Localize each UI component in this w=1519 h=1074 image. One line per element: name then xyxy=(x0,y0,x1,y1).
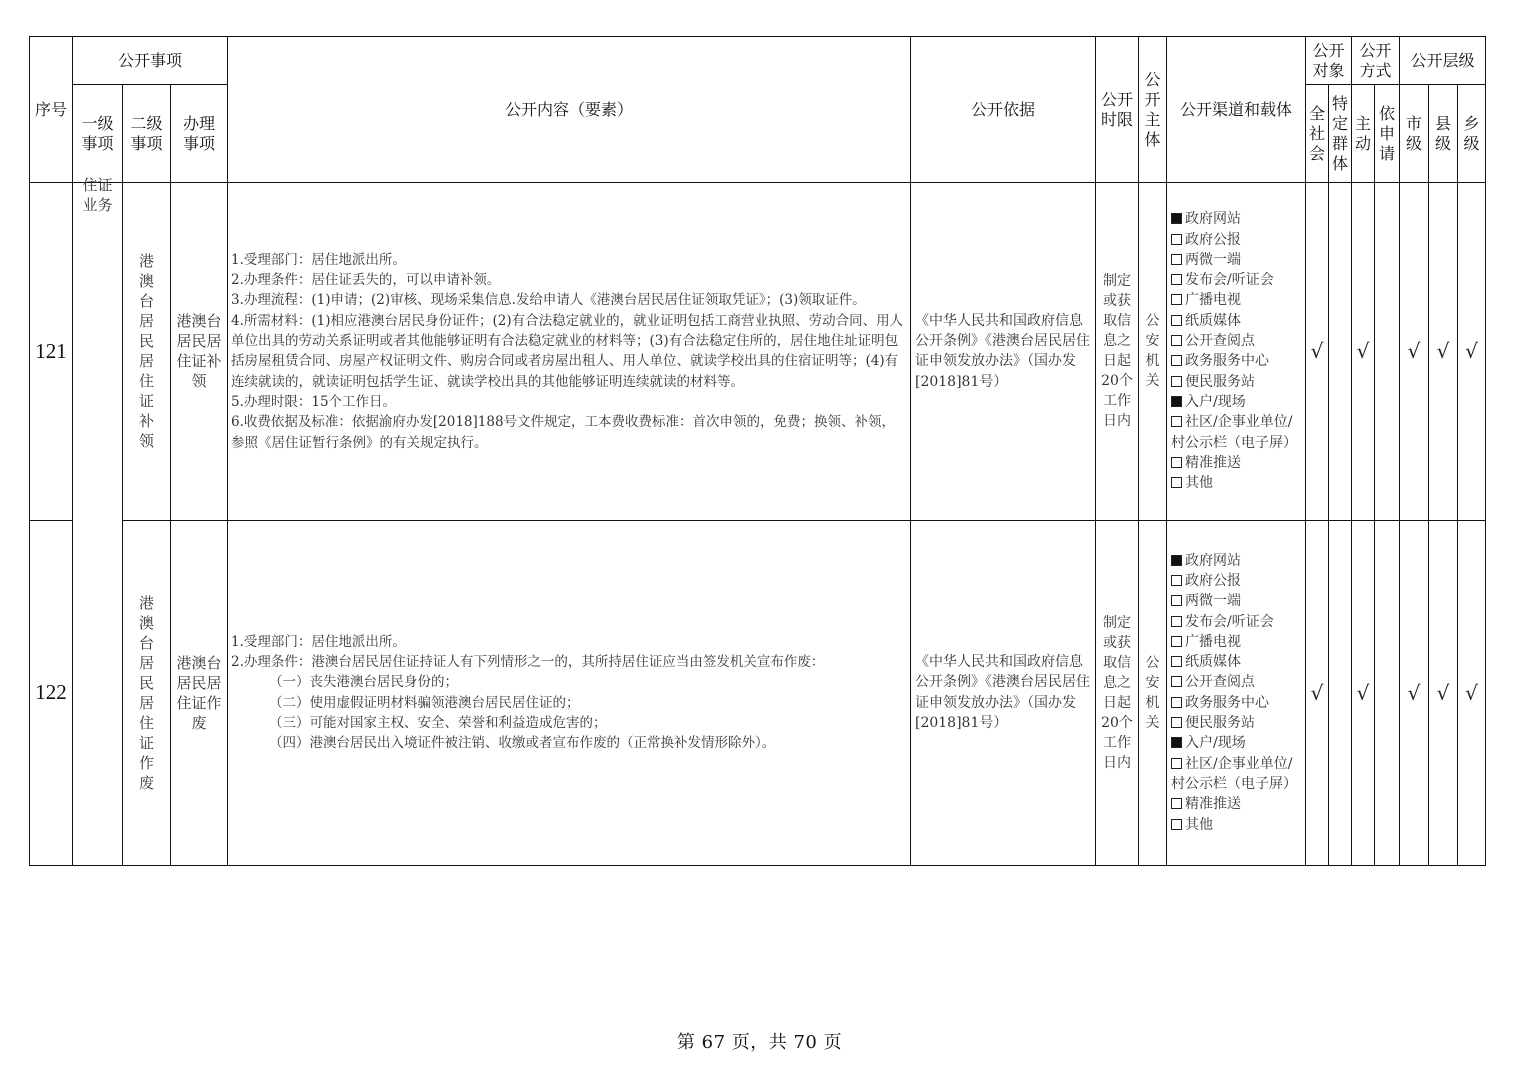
empty-box-icon xyxy=(1171,717,1182,728)
channel-item xyxy=(1171,372,1301,392)
empty-box-icon xyxy=(1171,274,1182,285)
empty-box-icon xyxy=(1171,294,1182,305)
header-time-limit: 公开时限 xyxy=(1096,37,1139,183)
channel-item xyxy=(1171,652,1301,672)
header-level2: 二级事项 xyxy=(123,85,171,183)
channel-label: 公开查阅点 xyxy=(1185,333,1255,350)
channel-item xyxy=(1171,331,1301,351)
empty-box-icon xyxy=(1171,335,1182,346)
channel-item xyxy=(1171,612,1301,632)
header-channels: 公开渠道和载体 xyxy=(1167,37,1306,183)
channel-item xyxy=(1171,672,1301,692)
row-seq: 122 xyxy=(30,520,73,865)
tick-mode-active: √ xyxy=(1352,183,1375,520)
tick-target-all: √ xyxy=(1306,183,1329,520)
empty-box-icon xyxy=(1171,758,1182,769)
empty-box-icon xyxy=(1171,798,1182,809)
empty-box-icon xyxy=(1171,575,1182,586)
channel-item xyxy=(1171,250,1301,270)
time-limit-cell: 制定或获取信息之日起20个工作日内 xyxy=(1096,520,1139,865)
channel-item xyxy=(1171,713,1301,733)
channel-item xyxy=(1171,230,1301,250)
disclosure-table xyxy=(29,36,1486,866)
handle-cell: 港澳台居民居住证作废 xyxy=(171,520,228,865)
header-subject: 公开主体 xyxy=(1139,37,1167,183)
channel-item xyxy=(1171,453,1301,473)
content-cell xyxy=(228,183,911,520)
channel-label: 发布会/听证会 xyxy=(1185,272,1274,289)
channel-item xyxy=(1171,473,1301,493)
level2-cell: 港澳台居民居住证补领 xyxy=(123,183,171,520)
row-seq: 121 xyxy=(30,183,73,520)
header-level-city: 市级 xyxy=(1400,85,1429,183)
empty-box-icon xyxy=(1171,477,1182,488)
channel-label: 政务服务中心 xyxy=(1185,694,1269,711)
header-mode: 公开方式 xyxy=(1352,37,1400,85)
handle-cell: 港澳台居民居住证补领 xyxy=(171,183,228,520)
header-level-town: 乡级 xyxy=(1458,85,1486,183)
header-level1: 一级事项 xyxy=(73,85,123,183)
header-items: 公开事项 xyxy=(73,37,228,85)
channel-item xyxy=(1171,693,1301,713)
channel-item xyxy=(1171,815,1301,835)
empty-box-icon xyxy=(1171,697,1182,708)
content-subitem: （二）使用虚假证明材料骗领港澳台居民居住证的； xyxy=(269,694,580,711)
channel-label: 其他 xyxy=(1185,816,1213,833)
header-level: 公开层级 xyxy=(1400,37,1486,85)
content-line: 2.办理条件：居住证丢失的，可以申请补领。 xyxy=(231,272,501,289)
content-line: 4.所需材料：(1)相应港澳台居民身份证件；(2)有合法稳定就业的，就业证明包括工商营业执照、劳动合同、用人单位出具的劳动关系证明或者其他能够证明有合法稳定就业的材料等；(3)有合法稳定住所的，居住地住址证明包括房屋租赁合同、房屋产权证明文件、购房合同或者房屋出租人、用人单位、就读学校出具的住宿证明等；(4)有连续就读的，就读证明包括学生证、就读学校出具的其他能够证明连续就读的材料等。 xyxy=(231,312,904,390)
channel-item xyxy=(1171,351,1301,371)
table-row xyxy=(30,183,1486,520)
channels-cell xyxy=(1167,520,1306,865)
channel-label: 精准推送 xyxy=(1185,796,1241,813)
channel-label: 入户/现场 xyxy=(1185,735,1246,752)
header-handle: 办理事项 xyxy=(171,85,228,183)
channel-item xyxy=(1171,311,1301,331)
level1-cell xyxy=(73,176,123,866)
content-subitem: （一）丧失港澳台居民身份的； xyxy=(269,674,458,691)
checked-box-icon xyxy=(1171,737,1182,748)
table-row xyxy=(30,520,1486,865)
content-subitem: （三）可能对国家主权、安全、荣誉和利益造成危害的； xyxy=(269,715,607,732)
level2-cell: 港澳台居民居住证作废 xyxy=(123,520,171,865)
subject-cell: 公安机关 xyxy=(1139,183,1167,520)
subject-cell: 公安机关 xyxy=(1139,520,1167,865)
channel-label: 两微一端 xyxy=(1185,593,1241,610)
channel-item xyxy=(1171,571,1301,591)
empty-box-icon xyxy=(1171,416,1182,427)
header-level-county: 县级 xyxy=(1429,85,1458,183)
channel-item xyxy=(1171,733,1301,753)
checked-box-icon xyxy=(1171,396,1182,407)
tick-mode-request xyxy=(1375,183,1400,520)
channel-item xyxy=(1171,794,1301,814)
tick-level-town: √ xyxy=(1458,183,1486,520)
checked-box-icon xyxy=(1171,213,1182,224)
empty-box-icon xyxy=(1171,636,1182,647)
header-mode-request: 依申请 xyxy=(1375,85,1400,183)
header-seq: 序号 xyxy=(30,37,73,183)
tick-target-group xyxy=(1329,520,1352,865)
tick-level-town: √ xyxy=(1458,520,1486,865)
basis-cell: 《中华人民共和国政府信息公开条例》《港澳台居民居住证申领发放办法》（国办发[2018]81号） xyxy=(911,183,1096,520)
page-footer: 第 67 页，共 70 页 xyxy=(676,1032,843,1053)
channel-label: 纸质媒体 xyxy=(1185,312,1241,329)
channel-item xyxy=(1171,392,1301,412)
channel-item xyxy=(1171,632,1301,652)
channel-label: 纸质媒体 xyxy=(1185,654,1241,671)
channel-item xyxy=(1171,551,1301,571)
header-target: 公开对象 xyxy=(1306,37,1352,85)
basis-cell: 《中华人民共和国政府信息公开条例》《港澳台居民居住证申领发放办法》（国办发[2018]81号） xyxy=(911,520,1096,865)
level1-partial-text: 住证业务 xyxy=(82,176,113,215)
header-basis: 公开依据 xyxy=(911,37,1096,183)
channel-label: 入户/现场 xyxy=(1185,393,1246,410)
empty-box-icon xyxy=(1171,819,1182,830)
content-subitem: （四）港澳台居民出入境证件被注销、收缴或者宣布作废的（正常换补发情形除外）。 xyxy=(269,735,776,752)
tick-target-group xyxy=(1329,183,1352,520)
content-cell xyxy=(228,520,911,865)
channel-label: 政府网站 xyxy=(1185,211,1241,228)
channel-item xyxy=(1171,591,1301,611)
content-line: 3.办理流程：(1)申请；(2)审核、现场采集信息.发给申请人《港澳台居民居住证领取凭证》；(3)领取证件。 xyxy=(231,292,866,309)
header-content: 公开内容（要素） xyxy=(228,37,911,183)
tick-mode-active: √ xyxy=(1352,520,1375,865)
empty-box-icon xyxy=(1171,616,1182,627)
content-line: 2.办理条件：港澳台居民居住证持证人有下列情形之一的，其所持居住证应当由签发机关宣布作废： xyxy=(231,654,825,671)
channel-label: 广播电视 xyxy=(1185,292,1241,309)
tick-level-city: √ xyxy=(1400,520,1429,865)
channel-label: 社区/企事业单位/村公示栏（电子屏） xyxy=(1171,755,1297,792)
tick-level-county: √ xyxy=(1429,183,1458,520)
channel-item xyxy=(1171,290,1301,310)
content-line: 5.办理时限：15个工作日。 xyxy=(231,393,397,410)
tick-level-county: √ xyxy=(1429,520,1458,865)
empty-box-icon xyxy=(1171,355,1182,366)
empty-box-icon xyxy=(1171,656,1182,667)
channels-cell xyxy=(1167,183,1306,520)
empty-box-icon xyxy=(1171,457,1182,468)
content-line: 1.受理部门：居住地派出所。 xyxy=(231,633,406,650)
tick-level-city: √ xyxy=(1400,183,1429,520)
channel-item xyxy=(1171,754,1301,795)
empty-box-icon xyxy=(1171,254,1182,265)
tick-mode-request xyxy=(1375,520,1400,865)
channel-label: 广播电视 xyxy=(1185,633,1241,650)
channel-label: 其他 xyxy=(1185,475,1213,492)
channel-label: 政府公报 xyxy=(1185,573,1241,589)
header-target-group: 特定群体 xyxy=(1329,85,1352,183)
channel-label: 政府公报 xyxy=(1185,231,1241,248)
channel-label: 社区/企事业单位/村公示栏（电子屏） xyxy=(1171,414,1297,451)
channel-label: 政府网站 xyxy=(1185,552,1241,569)
channel-item xyxy=(1171,270,1301,290)
empty-box-icon xyxy=(1171,595,1182,606)
channel-label: 公开查阅点 xyxy=(1185,674,1255,691)
empty-box-icon xyxy=(1171,315,1182,326)
empty-box-icon xyxy=(1171,376,1182,387)
channel-label: 精准推送 xyxy=(1185,454,1241,471)
content-line: 6.收费依据及标准：依据渝府办发[2018]188号文件规定，工本费收费标准：首次申领的，免费；换领、补领，参照《居住证暂行条例》的有关规定执行。 xyxy=(231,414,896,451)
channel-label: 便民服务站 xyxy=(1185,373,1255,390)
empty-box-icon xyxy=(1171,234,1182,245)
channel-label: 便民服务站 xyxy=(1185,715,1255,732)
header-target-all: 全社会 xyxy=(1306,85,1329,183)
channel-label: 政务服务中心 xyxy=(1185,353,1269,370)
tick-target-all: √ xyxy=(1306,520,1329,865)
time-limit-cell: 制定或获取信息之日起20个工作日内 xyxy=(1096,183,1139,520)
header-mode-active: 主动 xyxy=(1352,85,1375,183)
channel-item xyxy=(1171,412,1301,453)
checked-box-icon xyxy=(1171,555,1182,566)
channel-label: 发布会/听证会 xyxy=(1185,613,1274,630)
content-line: 1.受理部门：居住地派出所。 xyxy=(231,251,406,268)
channel-label: 两微一端 xyxy=(1185,251,1241,268)
channel-item xyxy=(1171,209,1301,229)
empty-box-icon xyxy=(1171,676,1182,687)
